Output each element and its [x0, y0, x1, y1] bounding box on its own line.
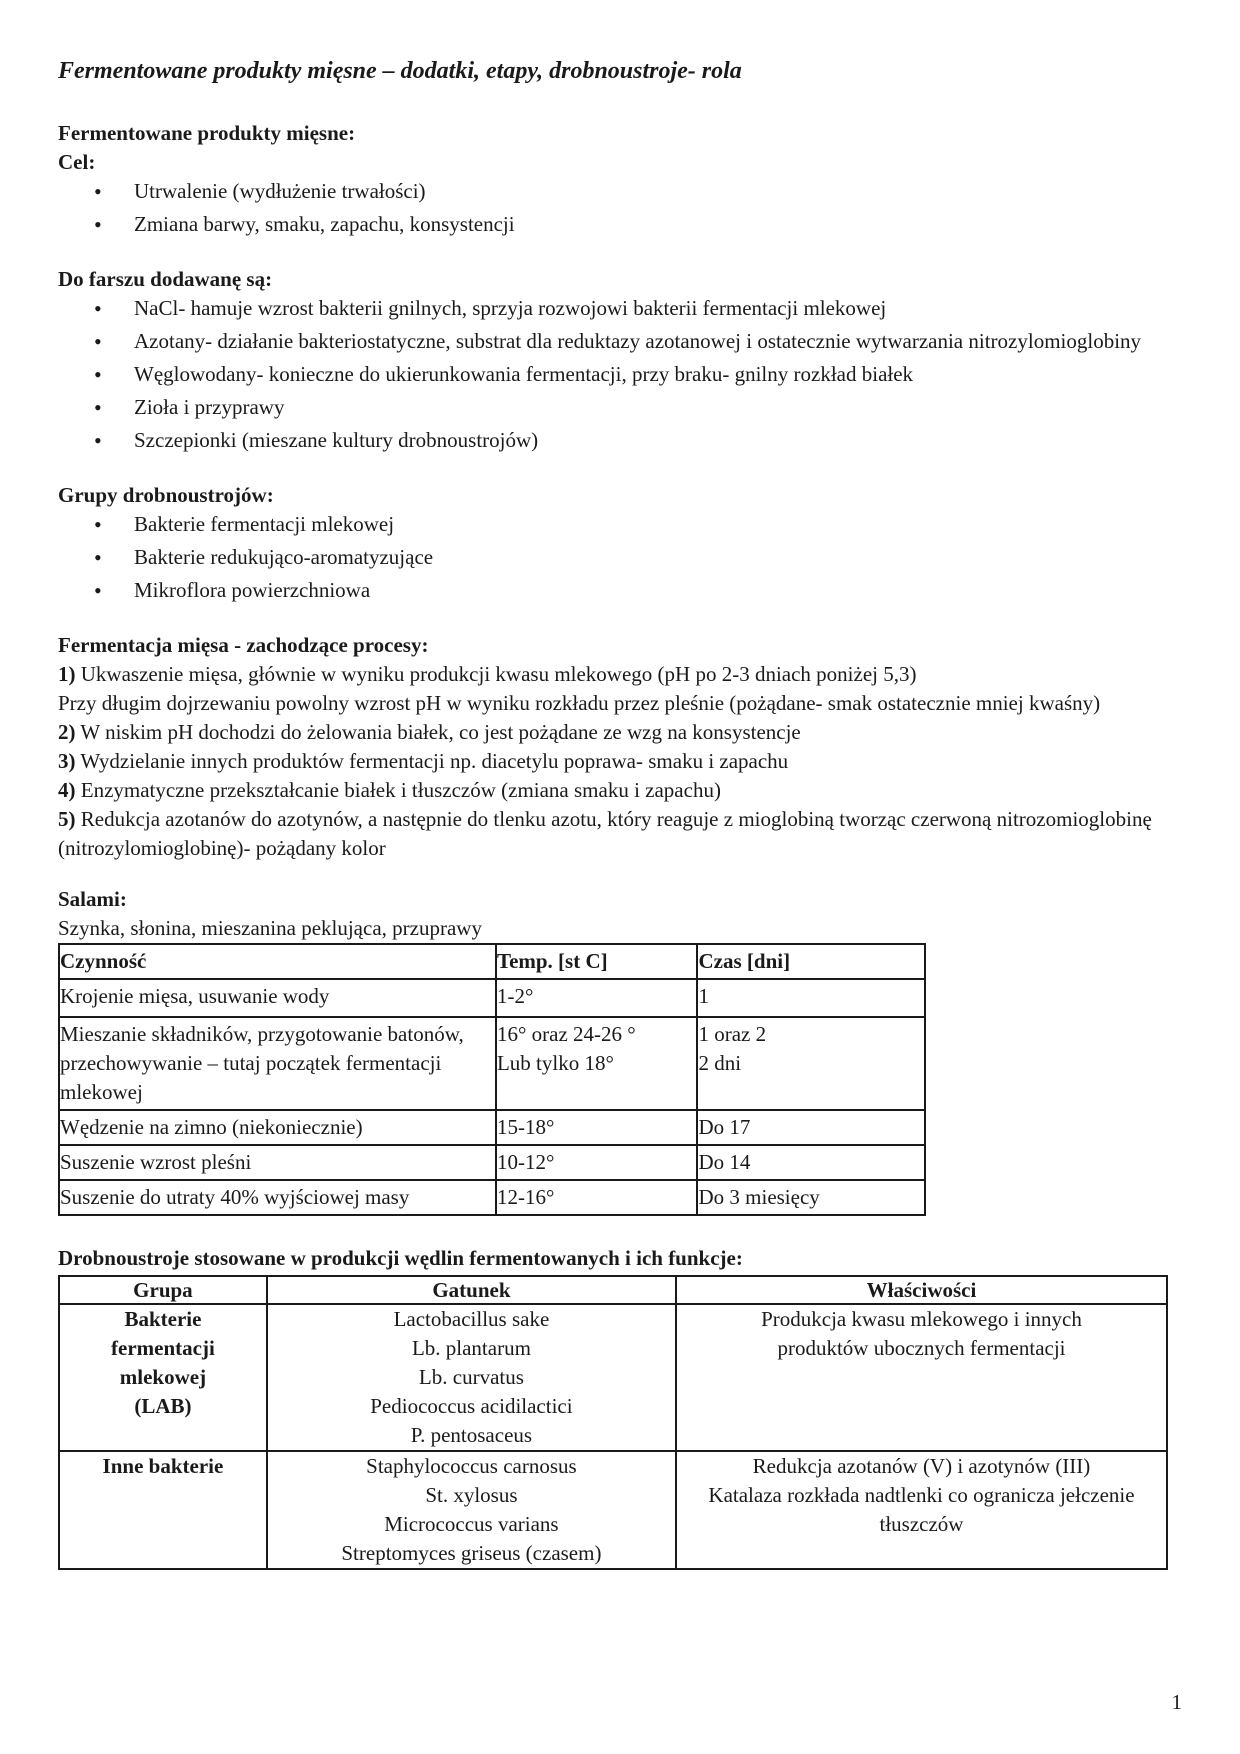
table-header-cell: Czas [dni] — [697, 944, 925, 979]
table-cell: 12-16° — [496, 1180, 698, 1215]
table-cell: 1 oraz 2 2 dni — [697, 1017, 925, 1110]
table-header-row — [59, 944, 925, 979]
table-cell: Produkcja kwasu mlekowego i innych produktów ubocznych fermentacji — [676, 1304, 1167, 1451]
table-header-cell: Gatunek — [267, 1276, 676, 1304]
process-1-note: Przy długim dojrzewaniu powolny wzrost pH w wyniku rozkładu przez pleśnie (pożądane- smak ostatecznie mniej kwaśny) — [58, 691, 1101, 715]
list-item: • Utrwalenie (wydłużenie trwałości) — [58, 177, 1178, 206]
table-row — [59, 1451, 1167, 1569]
table-cell: Lactobacillus sake Lb. plantarum Lb. curvatus Pediococcus acidilactici P. pentosaceus — [267, 1304, 676, 1451]
table-cell: 15-18° — [496, 1110, 698, 1145]
table-cell: Do 14 — [697, 1145, 925, 1180]
table-header-cell: Czynność — [59, 944, 496, 979]
table-header-cell: Grupa — [59, 1276, 267, 1304]
table-cell: Suszenie wzrost pleśni — [59, 1145, 496, 1180]
process-number: 2) — [58, 720, 76, 744]
table-cell: Do 17 — [697, 1110, 925, 1145]
table-cell: 10-12° — [496, 1145, 698, 1180]
section-heading-processes: Fermentacja mięsa - zachodzące procesy: — [58, 633, 429, 657]
table-cell: Wędzenie na zimno (niekoniecznie) — [59, 1110, 496, 1145]
process-5 — [58, 805, 1178, 863]
process-text: W niskim pH dochodzi do żelowania białek, co jest pożądane ze wzg na konsystencje — [80, 720, 801, 744]
process-1 — [58, 660, 1178, 689]
table-cell: 16° oraz 24-26 ° Lub tylko 18° — [496, 1017, 698, 1110]
table-header-cell: Temp. [st C] — [496, 944, 698, 979]
section-heading-microbes-table: Drobnoustroje stosowane w produkcji wędlin fermentowanych i ich funkcje: — [58, 1246, 743, 1270]
additives-list — [58, 294, 1178, 455]
table-cell: Mieszanie składników, przygotowanie batonów, przechowywanie – tutaj początek fermentacji mlekowej — [59, 1017, 496, 1110]
table-cell: Staphylococcus carnosus St. xylosus Micrococcus varians Streptomyces griseus (czasem) — [267, 1451, 676, 1569]
process-2 — [58, 718, 1178, 747]
table-row — [59, 1180, 925, 1215]
goal-list — [58, 177, 1178, 239]
process-number: 3) — [58, 749, 76, 773]
process-text: Wydzielanie innych produktów fermentacji np. diacetylu poprawa- smaku i zapachu — [80, 749, 789, 773]
table-cell: Krojenie mięsa, usuwanie wody — [59, 979, 496, 1017]
microbe-groups-list — [58, 510, 1178, 605]
list-item: • Bakterie fermentacji mlekowej — [58, 510, 1178, 539]
list-item: • Szczepionki (mieszane kultury drobnoustrojów) — [58, 426, 1178, 455]
table-row — [59, 979, 925, 1017]
list-item: • NaCl- hamuje wzrost bakterii gnilnych, sprzyja rozwojowi bakterii fermentacji mlekowej — [58, 294, 1178, 323]
table-cell: Bakterie fermentacji mlekowej (LAB) — [59, 1304, 267, 1451]
table-row — [59, 1110, 925, 1145]
document-page — [58, 58, 1178, 1570]
list-item: • Zioła i przyprawy — [58, 393, 1178, 422]
table-cell: 1 — [697, 979, 925, 1017]
section-heading-additives: Do farszu dodawanę są: — [58, 267, 273, 291]
list-item: • Zmiana barwy, smaku, zapachu, konsystencji — [58, 210, 1178, 239]
process-4 — [58, 776, 1178, 805]
document-title: Fermentowane produkty mięsne – dodatki, etapy, drobnoustroje- rola — [58, 58, 742, 84]
list-item: • Azotany- działanie bakteriostatyczne, substrat dla reduktazy azotanowej i ostatecznie wytwarzania nitrozylomioglobiny — [58, 327, 1178, 356]
table-row — [59, 1304, 1167, 1451]
process-text: Redukcja azotanów do azotynów, a następnie do tlenku azotu, który reaguje z mioglobiną tworząc czerwoną nitrozomioglobinę (nitrozylomioglobinę)- pożądany kolor — [58, 807, 1152, 860]
list-item: • Mikroflora powierzchniowa — [58, 576, 1178, 605]
list-item: • Węglowodany- konieczne do ukierunkowania fermentacji, przy braku- gnilny rozkład białek — [58, 360, 1178, 389]
process-text: Enzymatyczne przekształcanie białek i tłuszczów (zmiana smaku i zapachu) — [80, 778, 721, 802]
salami-ingredients: Szynka, słonina, mieszanina peklująca, przuprawy — [58, 916, 482, 940]
table-header-row — [59, 1276, 1167, 1304]
process-text: Ukwaszenie mięsa, głównie w wyniku produkcji kwasu mlekowego (pH po 2-3 dniach poniżej 5,3) — [80, 662, 917, 686]
process-number: 4) — [58, 778, 76, 802]
microbes-table — [58, 1275, 1168, 1570]
list-item: • Bakterie redukująco-aromatyzujące — [58, 543, 1178, 572]
process-number: 1) — [58, 662, 76, 686]
section-heading-microbe-groups: Grupy drobnoustrojów: — [58, 483, 274, 507]
table-cell: Suszenie do utraty 40% wyjściowej masy — [59, 1180, 496, 1215]
page-number: 1 — [1171, 1690, 1182, 1714]
process-3 — [58, 747, 1178, 776]
table-cell: 1-2° — [496, 979, 698, 1017]
section-heading-products: Fermentowane produkty mięsne: — [58, 121, 356, 145]
table-cell: Redukcja azotanów (V) i azotynów (III) Katalaza rozkłada nadtlenki co ogranicza jełczenie tłuszczów — [676, 1451, 1167, 1569]
salami-table — [58, 943, 926, 1216]
table-row — [59, 1145, 925, 1180]
section-subheading-goal: Cel: — [58, 150, 96, 174]
table-row — [59, 1017, 925, 1110]
table-cell: Do 3 miesięcy — [697, 1180, 925, 1215]
process-number: 5) — [58, 807, 76, 831]
table-header-cell: Właściwości — [676, 1276, 1167, 1304]
section-heading-salami: Salami: — [58, 887, 127, 911]
table-cell: Inne bakterie — [59, 1451, 267, 1569]
